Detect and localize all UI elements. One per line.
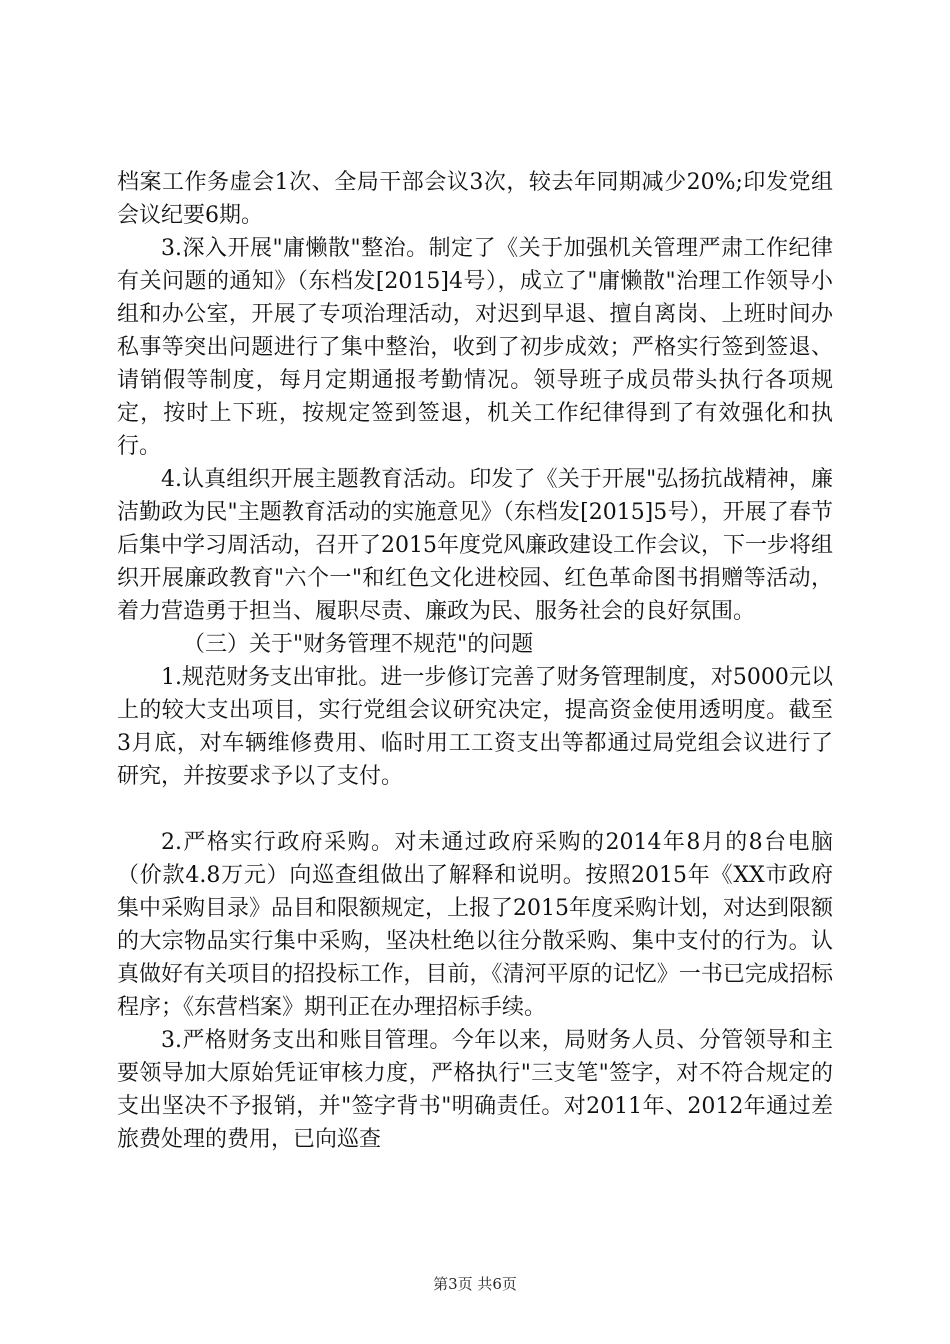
paragraph-item-3b: 3.严格财务支出和账目管理。今年以来，局财务人员、分管领导和主要领导加大原始凭证审核力度，严格执行"三支笔"签字，对不符合规定的支出坚决不予报销，并"签字背书"明确责任。对2011年、2012年通过差旅费处理的费用，已向巡查	[117, 1028, 833, 1152]
paragraph-continuation: 档案工作务虚会1次、全局干部会议3次，较去年同期减少20%;印发党组会议纪要6期。	[117, 170, 833, 228]
paragraph-item-2: 2.严格实行政府采购。对未通过政府采购的2014年8月的8台电脑（价款4.8万元）向巡查组做出了解释和说明。按照2015年《XX市政府集中采购目录》品目和限额规定，上报了2015年度采购计划，对达到限额的大宗物品实行集中采购，坚决杜绝以往分散采购、集中支付的行为。认真做好有关项目的招投标工作，目前，《清河平原的记忆》一书已完成招标程序；《东营档案》期刊正在办理招标手续。	[117, 830, 833, 1020]
section-heading: （三）关于"财务管理不规范"的问题	[183, 632, 534, 657]
paragraph-item-3: 3.深入开展"庸懒散"整治。制定了《关于加强机关管理严肃工作纪律有关问题的通知》（东档发[2015]4号），成立了"庸懒散"治理工作领导小组和办公室，开展了专项治理活动，对迟到早退、擅自离岗、上班时间办私事等突出问题进行了集中整治，收到了初步成效；严格实行签到签退、请销假等制度，每月定期通报考勤情况。领导班子成员带头执行各项规定，按时上下班，按规定签到签退，机关工作纪律得到了有效强化和执行。	[117, 236, 833, 459]
page-footer: 第3页 共6页	[433, 1275, 517, 1293]
paragraph-item-1: 1.规范财务支出审批。进一步修订完善了财务管理制度，对5000元以上的较大支出项目，实行党组会议研究决定，提高资金使用透明度。截至3月底，对车辆维修费用、临时用工工资支出等都通过局党组会议进行了研究，并按要求予以了支付。	[117, 665, 833, 789]
blank-line	[117, 793, 833, 826]
document-body	[117, 166, 833, 1156]
paragraph-item-4: 4.认真组织开展主题教育活动。印发了《关于开展"弘扬抗战精神，廉洁勤政为民"主题教育活动的实施意见》（东档发[2015]5号），开展了春节后集中学习周活动，召开了2015年度党风廉政建设工作会议，下一步将组织开展廉政教育"六个一"和红色文化进校园、红色革命图书捐赠等活动，着力营造勇于担当、履职尽责、廉政为民、服务社会的良好氛围。	[117, 467, 833, 624]
